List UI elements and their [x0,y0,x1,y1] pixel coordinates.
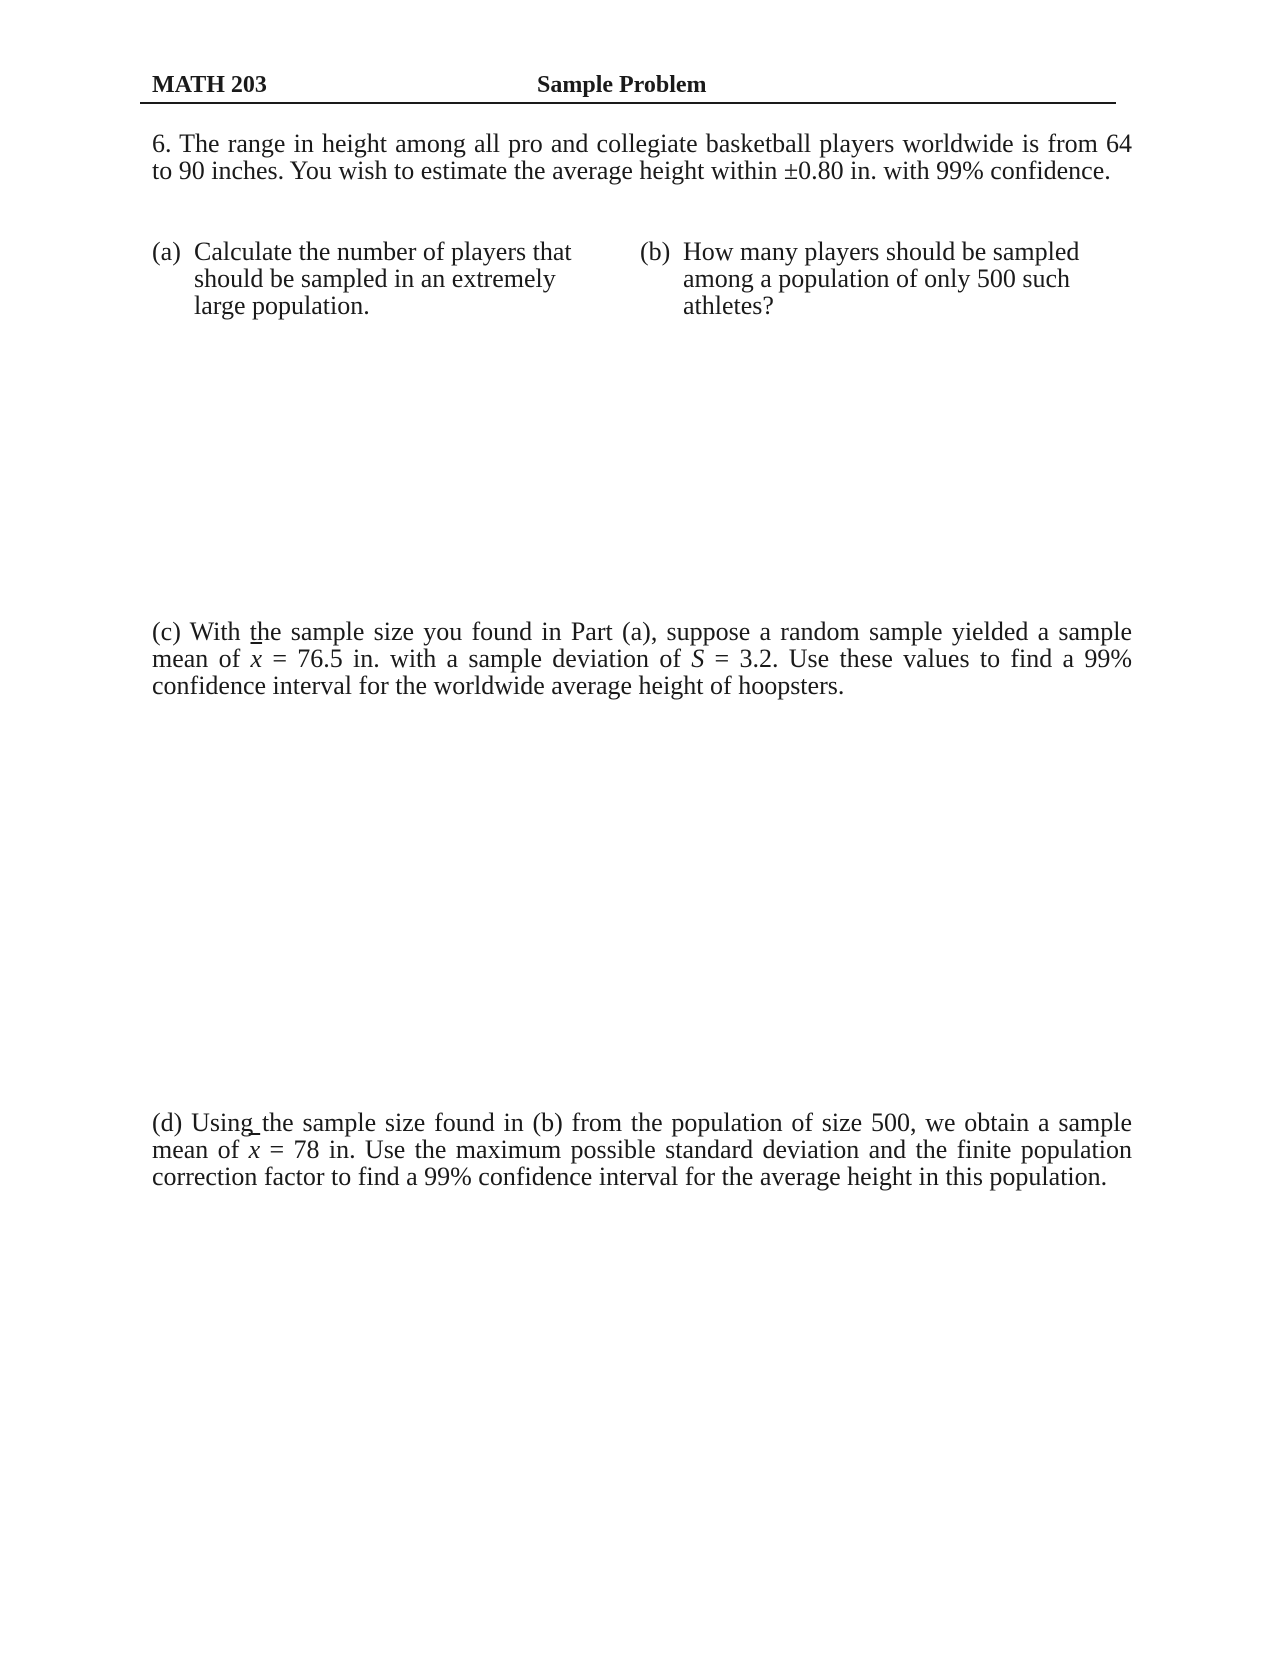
page-header [140,72,1116,104]
s-symbol: S [691,644,705,673]
part-d [152,1109,1132,1190]
xbar-symbol: $\overline{x}$ [250,644,263,673]
part-c-mid: = 76.5 in. with a sample deviation of [262,644,692,673]
course-code: MATH 203 [152,72,267,98]
part-c-tail: = 3.2. Use these values to find a 99% confidence interval for the worldwide average height of hoopsters. [152,644,1132,700]
problem-statement: 6. The range in height among all pro and collegiate basketball players worldwide is from 64 to 90 inches. You wish to estimate the average height within ±0.80 in. with 99% confidence. [152,129,1132,185]
part-a-label: (a) [152,237,181,266]
part-c-lead: (c) With the sample size you found in Part (a), suppose a random sample yielded a sample mean of [152,617,1132,673]
part-a-text: Calculate the number of players that should be sampled in an extremely large population. [194,237,572,320]
document-title: Sample Problem [537,72,707,98]
part-b-label: (b) [640,237,671,266]
part-c [152,618,1132,699]
xbar-symbol: $\overline{x}$ [248,1135,261,1164]
part-d-tail: = 78 in. Use the maximum possible standard deviation and the finite population correction factor to find a 99% confidence interval for the average height in this population. [152,1135,1132,1191]
part-b-text: How many players should be sampled among a population of only 500 such athletes? [683,237,1080,320]
part-d-lead: (d) Using the sample size found in (b) from the population of size 500, we obtain a sample mean of [152,1108,1132,1164]
